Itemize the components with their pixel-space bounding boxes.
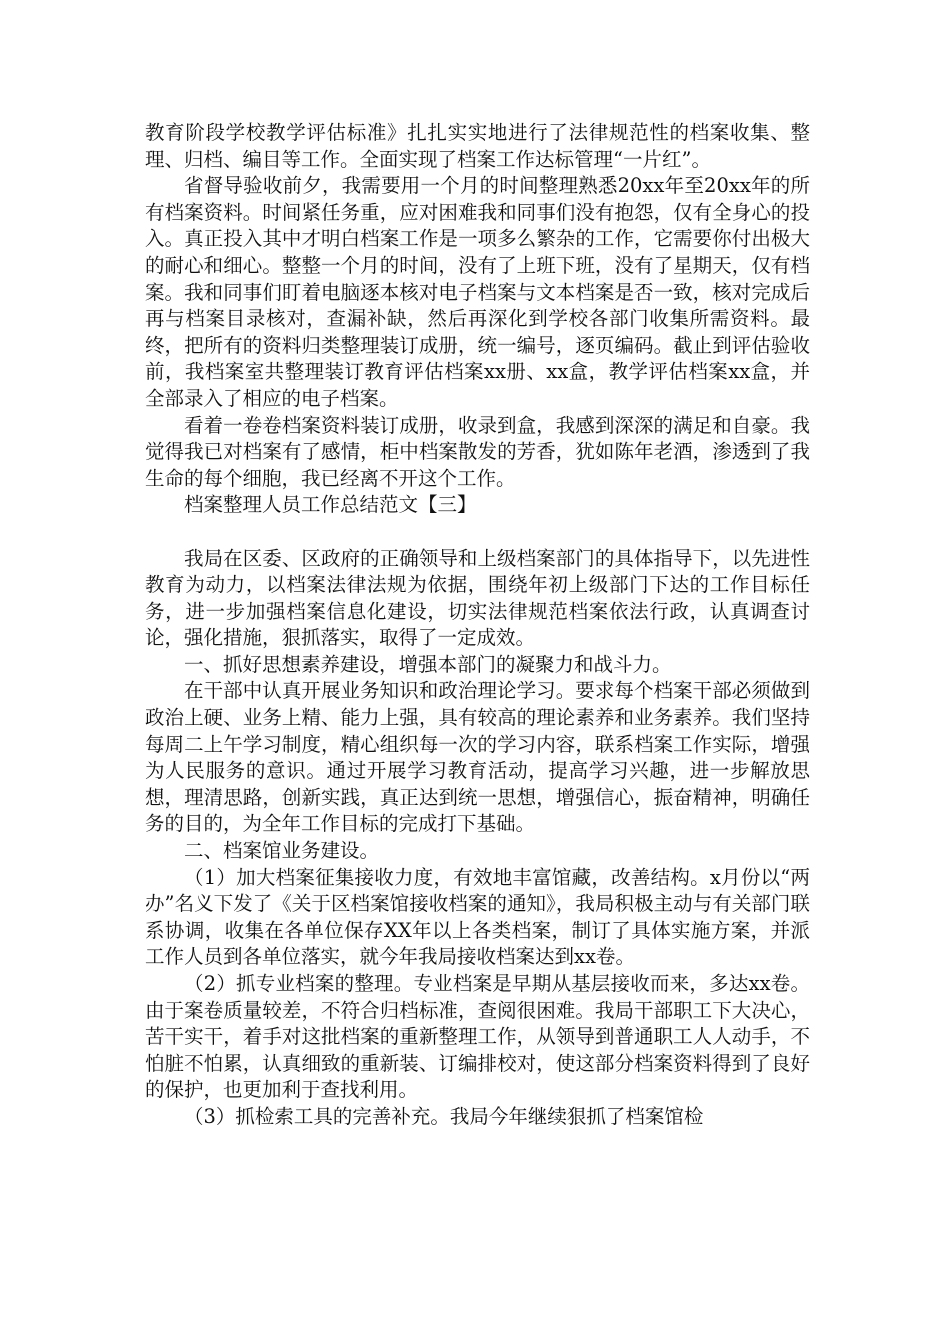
paragraph-item-3: （3）抓检索工具的完善补充。我局今年继续狠抓了档案馆检 [184,1104,704,1128]
paragraph-inspection-prep: 省督导验收前夕，我需要用一个月的时间整理熟悉20xx年至20xx年的所有档案资料。时间紧任务重，应对困难我和同事们没有抱怨，仅有全身心的投入。真正投入其中才明白档案工作是一项多么繁杂的工作，它需要你付出极大的耐心和细心。整整一个月的时间，没有了上班下班，没有了星期天，仅有档案。我和同事们盯着电脑逐本核对电子档案与文本档案是否一致，核对完成后再与档案目录核对，查漏补缺，然后再深化到学校各部门收集所需资料。最终，把所有的资料归类整理装订成册，统一编号，逐页编码。截止到评估验收前，我档案室共整理装订教育评估档案xx册、xx盒，教学评估档案xx盒，并全部录入了相应的电子档案。 [145,174,810,410]
paragraph-item-1: （1）加大档案征集接收力度，有效地丰富馆藏，改善结构。x月份以“两办”名义下发了《关于区档案馆接收档案的通知》，我局积极主动与有关部门联系协调，收集在各单位保存XX年以上各类档案，制订了具体实施方案，并派工作人员到各单位落实，就今年我局接收档案达到xx卷。 [145,865,810,969]
section-title-three: 档案整理人员工作总结范文【三】 [184,493,477,517]
blank-line [145,519,810,546]
paragraph-study: 在干部中认真开展业务知识和政治理论学习。要求每个档案干部必须做到政治上硬、业务上精、能力上强，具有较高的理论素养和业务素养。我们坚持每周二上午学习制度，精心组织每一次的学习内容，联系档案工作实际，增强为人民服务的意识。通过开展学习教育活动，提高学习兴趣，进一步解放思想，理清思路，创新实践，真正达到统一思想，增强信心，振奋精神，明确任务的目的，为全年工作目标的完成打下基础。 [145,679,810,836]
heading-ideology: 一、抓好思想素养建设，增强本部门的凝聚力和战斗力。 [184,652,672,676]
heading-archive-business: 二、档案馆业务建设。 [184,839,380,863]
paragraph-satisfaction: 看着一卷卷档案资料装订成册，收录到盒，我感到深深的满足和自豪。我觉得我已对档案有了感情，柜中档案散发的芳香，犹如陈年老酒，渗透到了我生命的每个细胞，我已经离不开这个工作。 [145,413,810,490]
paragraph-item-2: （2）抓专业档案的整理。专业档案是早期从基层接收而来，多达xx卷。由于案卷质量较差，不符合归档标准，查阅很困难。我局干部职工下大决心，苦干实干，着手对这批档案的重新整理工作，从领导到普通职工人人动手，不怕脏不怕累，认真细致的重新装、订编排校对，使这部分档案资料得到了良好的保护，也更加利于查找利用。 [145,972,810,1102]
document-body [145,120,810,1131]
paragraph-continuation: 教育阶段学校教学评估标准》扎扎实实地进行了法律规范性的档案收集、整理、归档、编目等工作。全面实现了档案工作达标管理“一片红”。 [145,121,810,171]
paragraph-overview: 我局在区委、区政府的正确领导和上级档案部门的具体指导下，以先进性教育为动力，以档案法律法规为依据，围绕年初上级部门下达的工作目标任务，进一步加强档案信息化建设，切实法律规范档案依法行政，认真调查讨论，强化措施，狠抓落实，取得了一定成效。 [145,546,810,650]
